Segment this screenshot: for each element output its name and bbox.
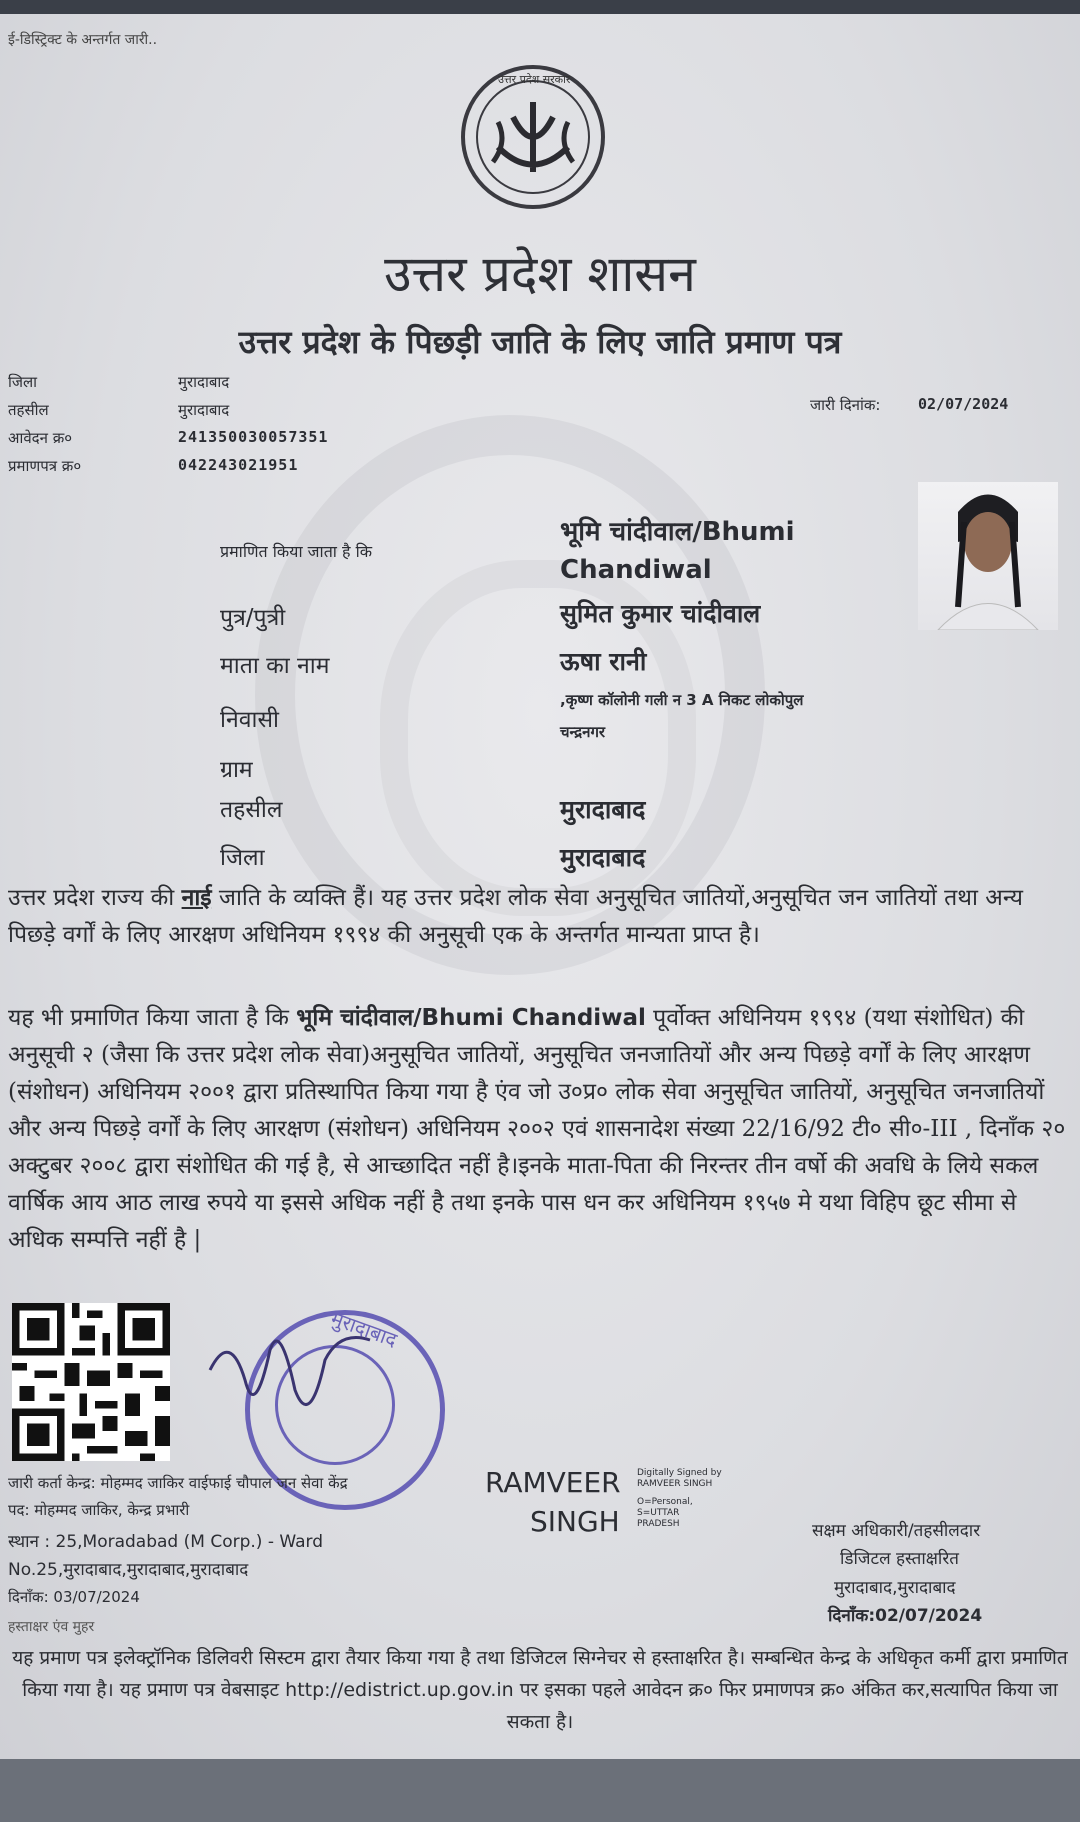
digital-signer-name-line1: RAMVEER [485,1466,621,1499]
up-government-emblem-icon [458,62,608,212]
mother-name: ऊषा रानी [560,647,647,676]
digital-sign-detail-2: RAMVEER SINGH [637,1479,713,1489]
income-para-post: पूर्वोक्त अधिनियम १९९४ (यथा संशोधित) की अनुसूची २ (जैसा कि उत्तर प्रदेश लोक सेवा)अनुसूचित जातियों, अनुसूचित जनजातियों और अन्य पिछड़े वर्गों के लिए आरक्षण (संशोधन) अधिनियम २००१ द्वारा प्रतिस्थापित किया गया है एंव जो उ०प्र० लोक सेवा अनुसूचित जातियों, अनुसूचित जनजातियों और अन्य पिछड़े वर्गों के लिए आरक्षण (संशोधन) अधिनियम २००२ एवं शासनादेश संख्या 22/16/92 टी० सी०-III , दिनाँक २० अक्टुबर २००८ द्वारा संशोधित की गई है, से आच्छादित नहीं है।इनके माता-पिता की निरन्तर तीन वर्षो की अवधि के लिये सकल वार्षिक आय आठ लाख रुपये या इससे अधिक नहीं है तथा इनके पास धन कर अधिनियम १९५७ मे यथा विहिप छूट सीमा से अधिक सम्पत्ति नहीं है | [8,1005,1066,1253]
certificate-number: 042243021951 [178,456,299,474]
district-label: जिला [8,373,38,391]
digital-sign-detail-5: PRADESH [637,1519,680,1529]
issuer-post: पद: मोहम्मद जाकिर, केन्द्र प्रभारी [8,1501,190,1519]
tehsil-value: मुरादाबाद [178,401,230,419]
digital-signer-name-line2: SINGH [530,1505,620,1538]
digital-sign-detail-3: O=Personal, [637,1497,693,1507]
tehsil-label: तहसील [8,401,49,419]
digital-sign-detail-4: S=UTTAR [637,1508,680,1518]
income-para-name: भूमि चांदीवाल/Bhumi Chandiwal [296,1005,646,1031]
issuer-place-line2: No.25,मुरादाबाद,मुरादाबाद,मुरादाबाद [8,1560,249,1580]
father-name: सुमित कुमार चांदीवाल [560,599,761,628]
resident-label: निवासी [220,707,279,733]
person-name-line2: Chandiwal [560,555,712,585]
person-tehsil-label: तहसील [220,797,283,823]
district-value: मुरादाबाद [178,373,230,391]
header-note: ई-डिस्ट्रिक्ट के अन्तर्गत जारी.. [8,32,158,48]
application-number: 241350030057351 [178,428,329,446]
footer-note: यह प्रमाण पत्र इलेक्ट्रॉनिक डिलिवरी सिस्टम द्वारा तैयार किया गया है तथा डिजिटल सिग्नेचर से हस्ताक्षरित है। सम्बन्धित केन्द्र के अधिकृत कर्मी द्वारा प्रमाणित किया गया है। यह प्रमाण पत्र वेबसाइट http://edistrict.up.gov.in पर इसका पहले आवेदन क्र० फिर प्रमाणपत्र क्र० अंकित कर,सत्यापित किया जा सकता है। [12,1647,1068,1733]
person-tehsil-value: मुरादाबाद [560,795,646,824]
mother-label: माता का नाम [220,653,330,679]
caste-para-post: जाति के व्यक्ति हैं। यह उत्तर प्रदेश लोक सेवा अनुसूचित जातियों,अनुसूचित जन जातियों तथा अन्य पिछड़े वर्गों के लिए आरक्षण अधिनियम १९९४ की अनुसूची एक के अन्तर्गत मान्यता प्राप्त है। [8,885,1023,948]
certificate-label: प्रमाणपत्र क्र० [8,457,82,475]
child-of-label: पुत्र/पुत्री [220,605,286,631]
page-title: उत्तर प्रदेश शासन [384,245,696,303]
digital-sign-detail-1: Digitally Signed by [637,1468,722,1478]
background-strip [0,1759,1080,1822]
person-name-line1: भूमि चांदीवाल/Bhumi [560,517,795,547]
address-line2: चन्द्रनगर [560,723,606,741]
authority-line2: डिजिटल हस्ताक्षरित [840,1549,959,1569]
page-subtitle: उत्तर प्रदेश के पिछड़ी जाति के लिए जाति प्रमाण पत्र [238,323,842,361]
issue-date-label: जारी दिनांक: [810,396,881,414]
person-district-label: जिला [220,845,265,871]
issuer-date: दिनाँक: 03/07/2024 [8,1588,140,1606]
emblem-text: उत्तर प्रदेश सरकार [498,73,571,86]
caste-name: नाई [181,885,212,911]
authority-line1: सक्षम अधिकारी/तहसीलदार [812,1521,981,1541]
authority-line3: मुरादाबाद,मुरादाबाद [834,1578,956,1598]
stamp-text: मुरादाबाद [327,1306,401,1352]
authority-line4: दिनाँक:02/07/2024 [828,1606,983,1626]
issuing-centre: जारी कर्ता केन्द्र: मोहम्मद जाकिर वाईफाई चौपाल जन सेवा केंद्र [8,1474,348,1492]
certified-label: प्रमाणित किया जाता है कि [220,542,373,561]
address-line1: ,कृष्ण कॉलोनी गली न 3 A निकट लोकोपुल [560,691,804,709]
issuer-place-line1: स्थान : 25,Moradabad (M Corp.) - Ward [8,1532,323,1552]
income-para-pre: यह भी प्रमाणित किया जाता है कि [8,1005,297,1031]
application-label: आवेदन क्र० [8,429,73,447]
caste-paragraph [8,880,1072,954]
qr-code-icon [12,1303,170,1461]
sign-label: हस्ताक्षर एंव मुहर [8,1619,95,1635]
applicant-photo [918,482,1058,630]
village-label: ग्राम [220,757,253,783]
income-paragraph [8,1000,1072,1259]
issue-date-value: 02/07/2024 [918,395,1009,413]
person-district-value: मुरादाबाद [560,843,646,872]
caste-para-pre: उत्तर प्रदेश राज्य की [8,885,182,911]
handwritten-signature [200,1310,380,1450]
